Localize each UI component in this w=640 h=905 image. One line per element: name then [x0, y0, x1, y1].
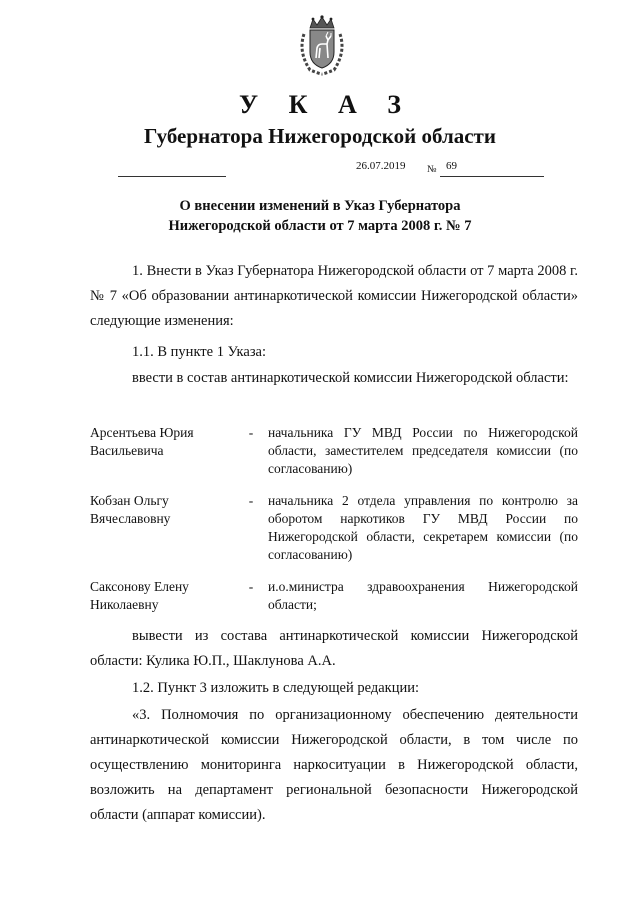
member-position: начальника ГУ МВД России по Нижегородской области, заместителем председателя комиссии (по согласованию): [268, 425, 578, 476]
number-label: №: [427, 164, 437, 175]
member-position: начальника 2 отдела управления по контролю за оборотом наркотиков ГУ МВД России по Нижегородской области, секретарем комиссии (по согласованию): [268, 493, 578, 562]
paragraph-remove-members: вывести из состава антинаркотической комиссии Нижегородской области: Кулика Ю.П., Шаклунова А.А.: [90, 628, 578, 669]
coat-of-arms-icon: [296, 14, 348, 76]
document-subject: [0, 196, 640, 236]
member-dash: -: [248, 579, 254, 594]
subject-line-1: О внесении изменений в Указ Губернатора: [179, 198, 461, 214]
member-name: Арсентьева Юрия Васильевича: [90, 425, 194, 458]
paragraph-1-2: 1.2. Пункт 3 изложить в следующей редакции:: [132, 680, 420, 696]
member-dash: -: [248, 493, 254, 508]
blank-line-left: [118, 176, 226, 177]
document-number: 69: [446, 160, 457, 172]
member-name: Саксонову Елену Николаевну: [90, 579, 189, 612]
document-date: 26.07.2019: [356, 160, 406, 172]
subject-line-2: Нижегородской области от 7 марта 2008 г. № 7: [168, 218, 472, 234]
document-type: У К А З: [239, 90, 413, 119]
member-dash: -: [248, 425, 254, 440]
paragraph-1-1: 1.1. В пункте 1 Указа:: [132, 344, 267, 360]
member-position: и.о.министра здравоохранения Нижегородской области;: [268, 579, 578, 612]
issuer-title: Губернатора Нижегородской области: [144, 124, 496, 148]
paragraph-3-new: «3. Полномочия по организационному обеспечению деятельности антинаркотической комиссии Нижегородской области, в том числе по осуществлению мониторинга наркоситуации в Нижегородской области, возложить на департамент региональной безопасности Нижегородской области (аппарат комиссии).: [90, 707, 578, 823]
number-line: [440, 176, 544, 177]
paragraph-1: 1. Внести в Указ Губернатора Нижегородской области от 7 марта 2008 г. № 7 «Об образовании антинаркотической комиссии Нижегородской области» следующие изменения:: [90, 263, 578, 329]
member-name: Кобзан Ольгу Вячеславовну: [90, 493, 171, 526]
paragraph-add-members: ввести в состав антинаркотической комиссии Нижегородской области:: [132, 370, 569, 386]
